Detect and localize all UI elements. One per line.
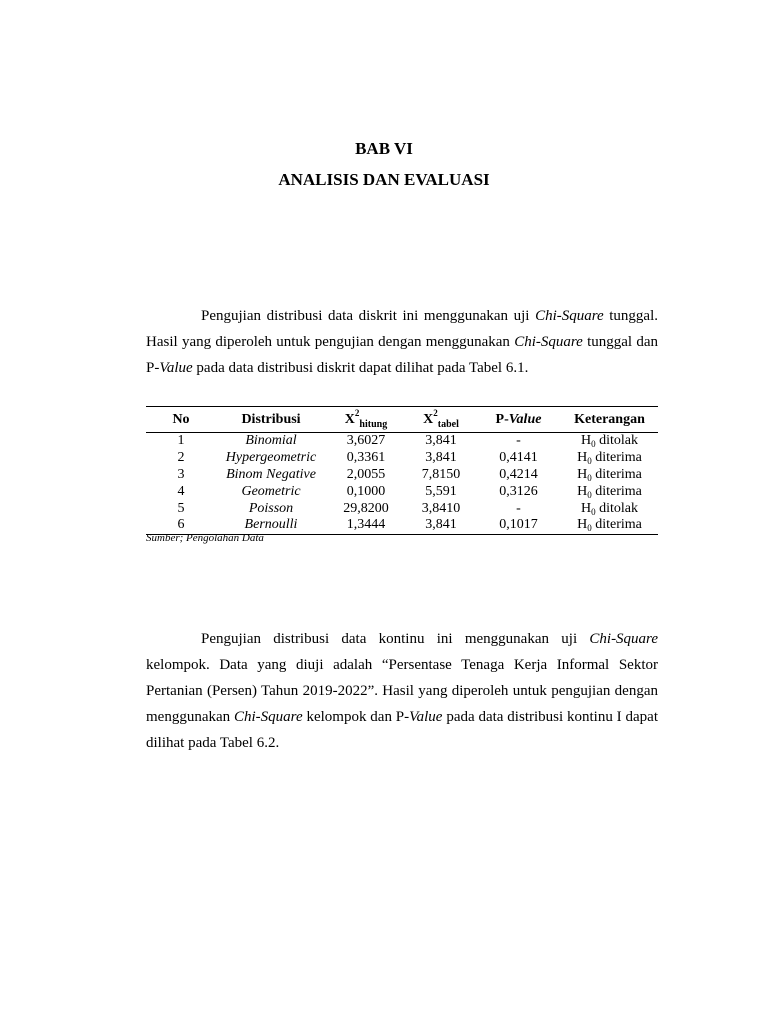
cell-keterangan: $H_0$ diterima	[577, 450, 642, 467]
cell-no: 3	[177, 466, 185, 482]
cell-distribusi: Binomial	[245, 433, 297, 449]
cell-keterangan: $H_0$ diterima	[577, 483, 642, 500]
cell-distribusi: Geometric	[241, 483, 301, 499]
table-row	[146, 483, 658, 500]
cell-tabel: 5,591	[425, 483, 457, 499]
table-row	[146, 450, 658, 467]
cell-hitung: 0,3361	[346, 450, 386, 466]
cell-tabel: 3,8410	[421, 500, 461, 516]
cell-p-value: 0,4214	[499, 466, 538, 482]
cell-no: 2	[177, 450, 185, 466]
table-source-note: Sumber; Pengolahan Data	[146, 532, 264, 544]
cell-p-value: 0,4141	[499, 450, 538, 466]
cell-no: 5	[177, 500, 185, 516]
cell-hitung: 0,1000	[346, 483, 386, 499]
chi-square-results-table	[146, 406, 658, 535]
cell-tabel: 3,841	[425, 450, 457, 466]
table-row	[146, 467, 658, 484]
header-x2-tabel: $X^2_{tabel}$	[406, 407, 476, 433]
cell-no: 6	[146, 517, 216, 534]
table-header-row	[146, 407, 658, 433]
cell-keterangan: $H_0$ diterima	[561, 517, 658, 534]
header-x2-hitung: $X^2_{hitung}$	[326, 407, 406, 433]
cell-hitung: 29,8200	[343, 500, 389, 516]
cell-keterangan: $H_0$ diterima	[577, 466, 642, 483]
cell-p-value: -	[516, 500, 521, 516]
cell-keterangan: $H_0$ ditolak	[580, 500, 638, 517]
cell-no: 4	[177, 483, 185, 499]
paragraph-continuous-intro: Pengujian distribusi data kontinu ini menggunakan uji Chi-Square kelompok. Data yang diuji adalah “Persentase Tenaga Kerja Informal Sektor Pertanian (Persen) Tahun 2019-2022”. Hasil yang diperoleh untuk pengujian dengan menggunakan Chi-Square kelompok dan P-Value pada data distribusi kontinu I dapat dilihat pada Tabel 6.2.	[146, 631, 659, 751]
cell-distribusi: Bernoulli	[216, 517, 326, 534]
cell-hitung: 1,3444	[326, 517, 406, 534]
header-distribusi: Distribusi	[216, 407, 326, 433]
header-no: No	[146, 407, 216, 433]
header-p-value: P-Value	[476, 407, 561, 433]
chapter-title: ANALISIS DAN EVALUASI	[278, 170, 490, 189]
chapter-number: BAB VI	[355, 139, 413, 158]
table-row	[146, 433, 658, 450]
cell-no: 1	[177, 433, 185, 449]
paragraph-discrete-intro: Pengujian distribusi data diskrit ini menggunakan uji Chi-Square tunggal. Hasil yang diperoleh untuk pengujian dengan menggunakan Chi-Square tunggal dan P-Value pada data distribusi diskrit dapat dilihat pada Tabel 6.1.	[146, 308, 658, 376]
cell-p-value: -	[516, 433, 521, 449]
cell-distribusi: Binom Negative	[226, 466, 316, 482]
cell-tabel: 7,8150	[421, 466, 461, 482]
cell-tabel: 3,841	[406, 517, 476, 534]
cell-p-value: 0,1017	[476, 517, 561, 534]
cell-tabel: 3,841	[425, 433, 457, 449]
cell-keterangan: $H_0$ ditolak	[580, 433, 638, 450]
cell-p-value: 0,3126	[499, 483, 538, 499]
cell-hitung: 2,0055	[346, 466, 386, 482]
cell-distribusi: Hypergeometric	[225, 450, 317, 466]
table-row	[146, 500, 658, 517]
header-keterangan: Keterangan	[561, 407, 658, 433]
cell-hitung: 3,6027	[346, 433, 386, 449]
cell-distribusi: Poisson	[248, 500, 294, 516]
